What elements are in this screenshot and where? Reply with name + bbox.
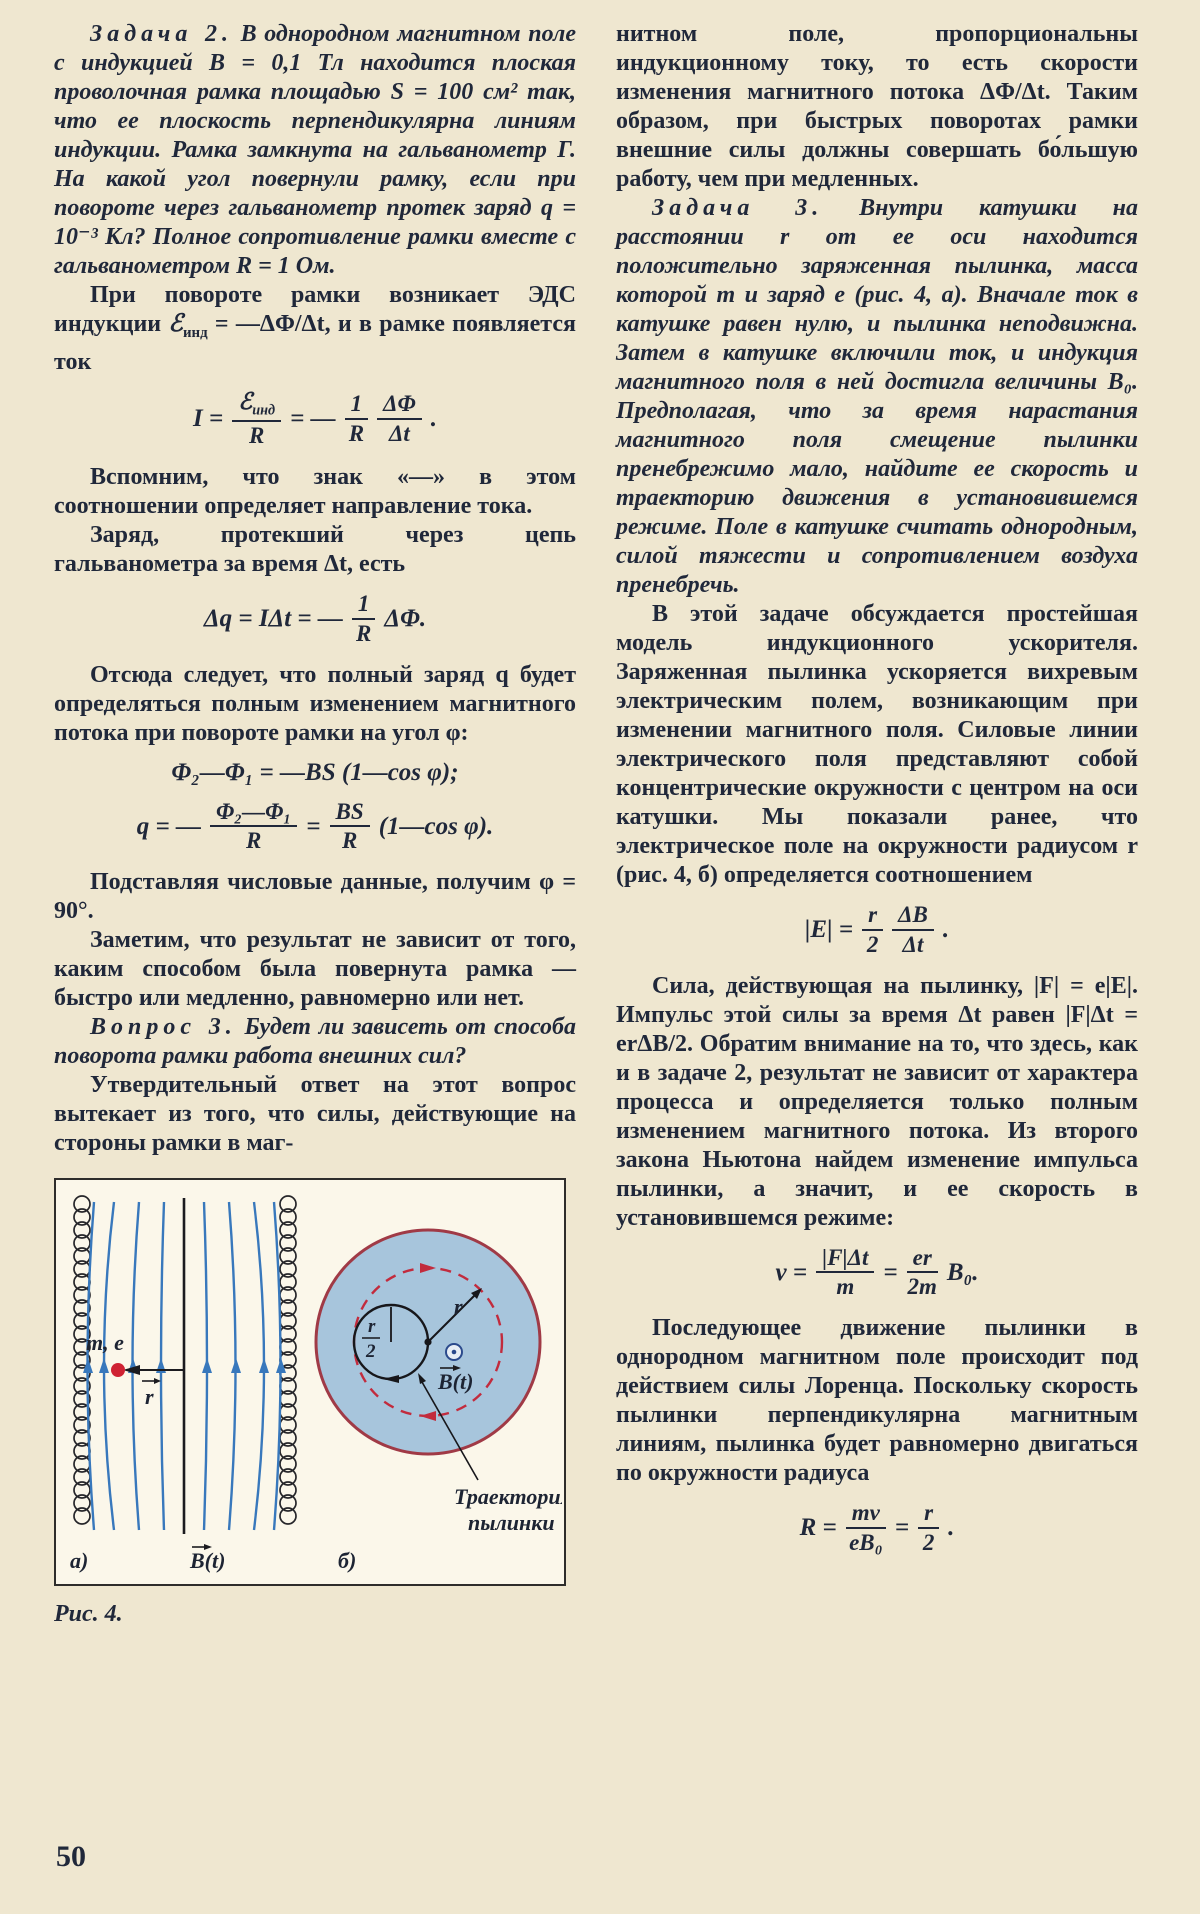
formula-part: |E| =: [804, 916, 854, 944]
task3-paragraph: [616, 194, 1138, 600]
formula-part: v =: [775, 1258, 808, 1286]
formula-part: ΔΦ.: [384, 605, 427, 633]
emf-paragraph: [54, 281, 576, 377]
formula-velocity: [616, 1245, 1138, 1301]
subfigure-b-label: б): [338, 1548, 357, 1574]
formula-orbit-radius: [616, 1500, 1138, 1556]
fraction: $\frac{mv}{\text{eB₀}}$: [846, 1500, 886, 1556]
formula-electric-field: [616, 902, 1138, 958]
half-radius-numerator: r: [368, 1316, 376, 1338]
fraction: $\frac{\Delta\Phi}{\Delta t}$: [377, 391, 422, 447]
fraction: $\frac{er}{2m}$: [907, 1244, 937, 1300]
formula-induced-current: [54, 389, 576, 449]
emf-text-2: = —ΔΦ/Δt, и в рамке появляется ток: [54, 311, 577, 375]
force-impulse-paragraph: Сила, действующая на пылинку, |F| = e|E|. Импульс этой силы за время Δt равен |F|Δt = erΔB/2. Обратим внимание на то, что здесь, как и в задаче 2, результат не зависит от характера процесса и определяется только полным изменением магнитного потока. Из второго закона Ньютона найдем изменение импульса пылинки, а значит, и ее скорость в установившемся режиме:: [616, 972, 1138, 1231]
two-column-layout: [54, 20, 1138, 1629]
formula-part: инд: [252, 402, 276, 419]
task2-paragraph: [54, 20, 576, 281]
continuation-paragraph: нитном поле, пропорциональны индукционному току, то есть скорости изменения магнитного потока ΔΦ/Δt. Таким образом, при быстрых поворотах рамки внешние силы должны совершать бо́льшую работу, чем при медленных.: [616, 21, 1138, 192]
formula-part: .: [430, 405, 437, 433]
fraction: $\frac{1}{R}$: [352, 591, 376, 647]
answer-paragraph: Утвердительный ответ на этот вопрос вытекает из того, что силы, действующие на стороны рамки в маг-: [54, 1072, 576, 1157]
formula-part: I =: [193, 405, 224, 433]
charge-paragraph: Заряд, протекший через цепь гальванометра за время Δt, есть: [54, 522, 576, 578]
page-number: 50: [56, 1840, 86, 1873]
question3-paragraph: [54, 1013, 576, 1071]
dust-particle-left: [111, 1363, 125, 1377]
particle-mass-charge-label: m, e: [86, 1330, 124, 1356]
formula-part: Δq = IΔt = —: [203, 605, 343, 633]
r-label-right: r: [454, 1294, 463, 1320]
numeric-result-paragraph: Подставляя числовые данные, получим φ = 90°.: [54, 869, 576, 925]
formula-part: .: [942, 916, 950, 944]
b-field-label-left: B(t): [190, 1548, 226, 1574]
fraction: $\frac{\text{Φ₂—Φ₁}}{R}$: [210, 799, 297, 855]
task2-text: В однородном магнитном поле с индукцией B = 0,1 Тл находится плоская проволочная рамка площадью S = 100 см² так, что ее плоскость перпендикулярна линиям индукции. Рамка замкнута на гальванометр Г. На какой угол повернули рамку, если при повороте через гальванометр протек заряд q = 10⁻³ Кл? Полное сопротивление рамки вместе с гальванометром R = 1 Ом.: [54, 21, 577, 279]
formula-part: .: [948, 1514, 955, 1542]
trajectory-label-line2: пылинки: [468, 1510, 555, 1536]
formula-part: = —: [290, 405, 336, 433]
figure-caption: Рис. 4.: [54, 1601, 123, 1628]
fraction: $\frac{r}{2}$: [862, 902, 883, 958]
formula-part: R: [249, 423, 265, 449]
formula-part: B₀.: [946, 1258, 979, 1286]
full-charge-paragraph: Отсюда следует, что полный заряд q будет определяться полным изменением магнитного потока при повороте рамки на угол φ:: [54, 661, 576, 746]
task3-label: Задача 3.: [652, 195, 824, 221]
formula-charge: [54, 591, 576, 647]
figure-4: [54, 1178, 566, 1586]
task2-label: Задача 2.: [90, 21, 234, 47]
question3-label: Вопрос 3.: [90, 1014, 237, 1041]
formula-part: ℰ: [238, 388, 253, 414]
right-column: [616, 20, 1138, 1629]
formula-part: R =: [799, 1514, 837, 1542]
fraction: [232, 389, 281, 449]
formula-part: =: [894, 1514, 910, 1542]
formula-flux-change: Φ₂—Φ₁ = —BS (1—cos φ);: [171, 758, 459, 786]
emf-text-1: При повороте рамки возникает ЭДС индукции: [54, 282, 576, 337]
fraction: $\frac{|F|\Delta t}{m}$: [816, 1245, 874, 1301]
note-paragraph: Заметим, что результат не зависит от того, каким способом была повернута рамка — быстро или медленно, равномерно или нет.: [54, 927, 576, 1012]
task3-text: Внутри катушки на расстоянии r от ее оси находится положительно заряженная пылинка, масса которой m и заряд e (рис. 4, а). Вначале ток в катушке равен нулю, и пылинка неподвижна. Затем в катушке включили ток, и индукция магнитного поля в ней достигла величины B₀. Предполагая, что за время нарастания магнитного поля смещение пылинки пренебрежимо мало, найдите ее скорость и траекторию движения в установившемся режиме. Поле в катушке считать однородным, силой тяжести и сопротивлением воздуха пренебречь.: [616, 195, 1138, 598]
fraction: $\frac{BS}{R}$: [330, 799, 370, 855]
half-radius-denominator: 2: [366, 1341, 376, 1363]
figure-4-svg: [56, 1180, 562, 1576]
formula-part: =: [883, 1258, 898, 1286]
formula-part: (1—cos φ).: [378, 812, 494, 840]
b-out-of-page-dot: [452, 1350, 457, 1355]
fraction: $\frac{r}{2}$: [918, 1500, 939, 1556]
b-field-label-right: B(t): [438, 1369, 474, 1395]
question3-text: Будет ли зависеть от способа поворота рамки работа внешних сил?: [54, 1014, 576, 1070]
subfigure-a-label: а): [70, 1548, 89, 1574]
fraction: $\frac{1}{R}$: [345, 391, 369, 447]
trajectory-label-line1: Траектория: [454, 1484, 562, 1510]
script-e-subscript: инд: [182, 324, 208, 341]
formula-q-result: [54, 799, 576, 855]
script-e-symbol: ℰ: [168, 311, 183, 337]
left-column: [54, 20, 576, 1629]
formula-part: =: [306, 812, 321, 840]
sign-paragraph: Вспомним, что знак «—» в этом соотношении определяет направление тока.: [54, 464, 576, 520]
formula-part: q = —: [136, 812, 201, 840]
fraction: $\frac{\Delta B}{\Delta t}$: [892, 902, 934, 958]
r-label-left: r: [145, 1384, 154, 1410]
accelerator-model-paragraph: В этой задаче обсуждается простейшая модель индукционного ускорителя. Заряженная пылинка ускоряется вихревым электрическим полем, возникающим при изменении магнитного поля. Силовые линии электрического поля представляют собой концентрические окружности с центром на оси катушки. Мы показали ранее, что электрическое поле на окружности радиусом r (рис. 4, б) определяется соотношением: [616, 601, 1138, 888]
lorentz-motion-paragraph: Последующее движение пылинки в однородном магнитном поле происходит под действием силы Лоренца. Поскольку скорость пылинки перпендикулярна магнитным линиям, пылинка будет равномерно двигаться по окружности радиуса: [616, 1315, 1138, 1486]
